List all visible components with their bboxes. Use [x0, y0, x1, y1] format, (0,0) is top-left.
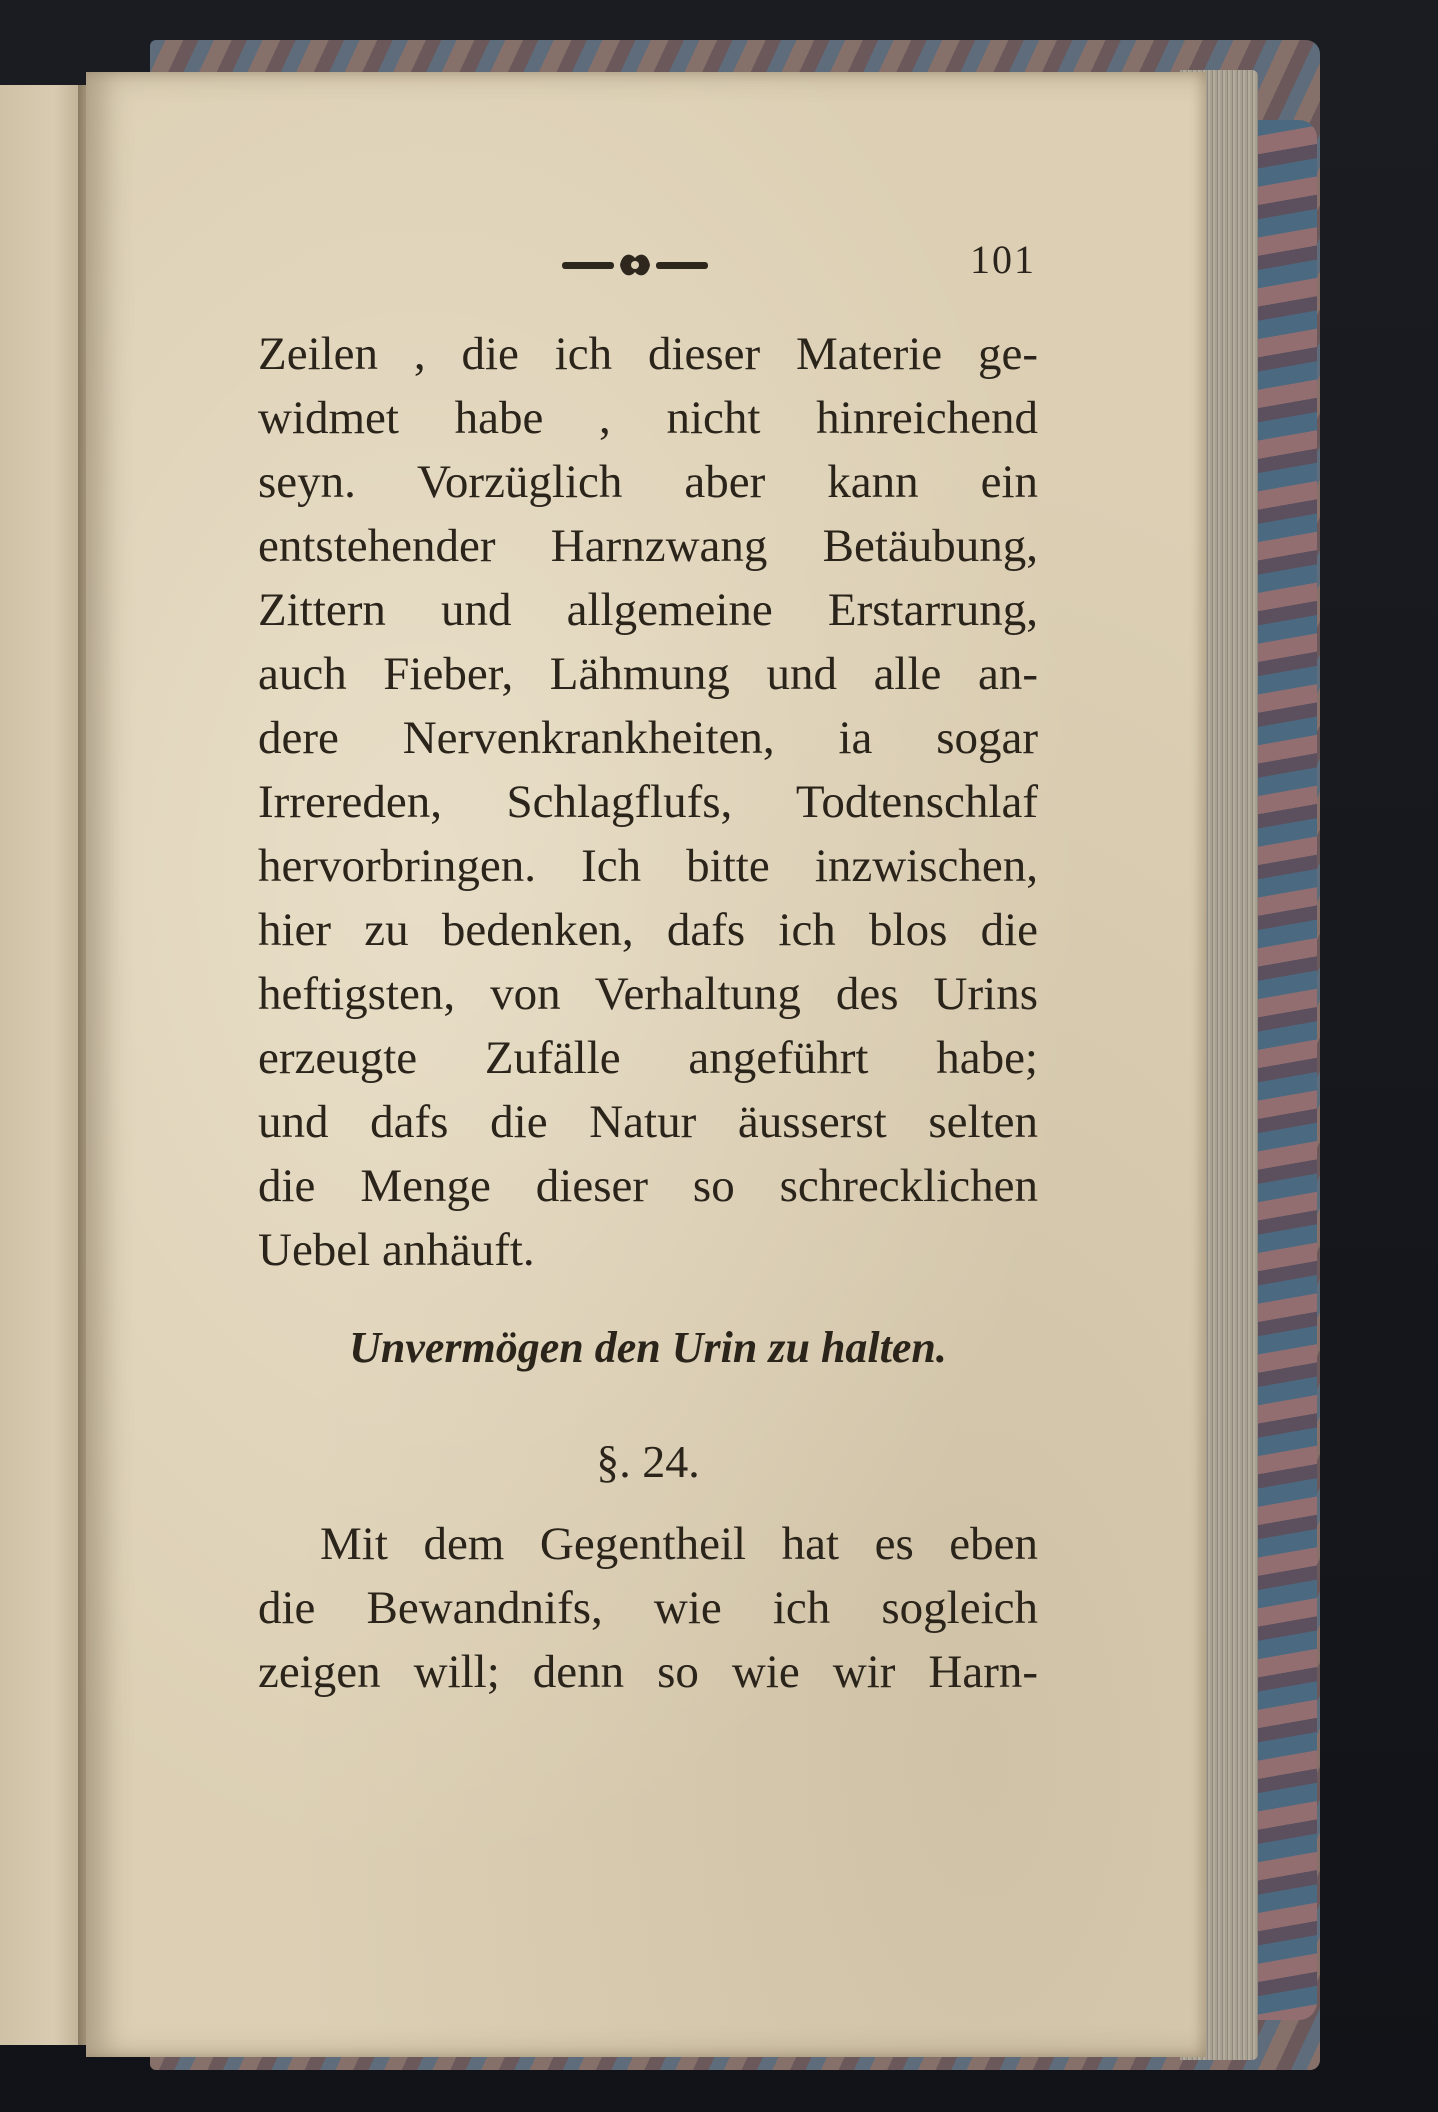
text-line: widmet habe , nicht hinreichend — [258, 392, 1038, 444]
header-ornament-icon — [560, 250, 710, 280]
text-line: seyn. Vorzüglich aber kann ein — [258, 456, 1038, 508]
text-line: erzeugte Zufälle angeführt habe; — [258, 1032, 1038, 1084]
paragraph-2 — [258, 1512, 1038, 1704]
text-line: und dafs die Natur äusserst selten — [258, 1096, 1038, 1148]
text-line: entstehender Harnzwang Betäubung, — [258, 520, 1038, 572]
text-line: hervorbringen. Ich bitte inzwischen, — [258, 840, 1038, 892]
text-line: zeigen will; denn so wie wir Harn- — [258, 1646, 1038, 1698]
text-line: Irrereden, Schlagflufs, Todtenschlaf — [258, 776, 1038, 828]
text-line: hier zu bedenken, dafs ich blos die — [258, 904, 1038, 956]
section-heading: Unvermögen den Urin zu halten. — [349, 1323, 947, 1372]
page-number: 101 — [970, 237, 1036, 282]
text-line: Mit dem Gegentheil hat es eben — [320, 1518, 1038, 1570]
previous-page — [0, 85, 90, 2045]
text-line: dere Nervenkrankheiten, ia sogar — [258, 712, 1038, 764]
text-line: die Bewandnifs, wie ich sogleich — [258, 1582, 1038, 1634]
text-line: Uebel anhäuft. — [258, 1224, 535, 1276]
section-number: §. 24. — [596, 1436, 700, 1487]
text-line: Zeilen , die ich dieser Materie ge- — [258, 328, 1038, 380]
paragraph-1 — [258, 322, 1038, 1282]
text-line: Zittern und allgemeine Erstarrung, — [258, 584, 1038, 636]
text-line: heftigsten, von Verhaltung des Urins — [258, 968, 1038, 1020]
text-line: auch Fieber, Lähmung und alle an- — [258, 648, 1038, 700]
text-line: die Menge dieser so schrecklichen — [258, 1160, 1038, 1212]
